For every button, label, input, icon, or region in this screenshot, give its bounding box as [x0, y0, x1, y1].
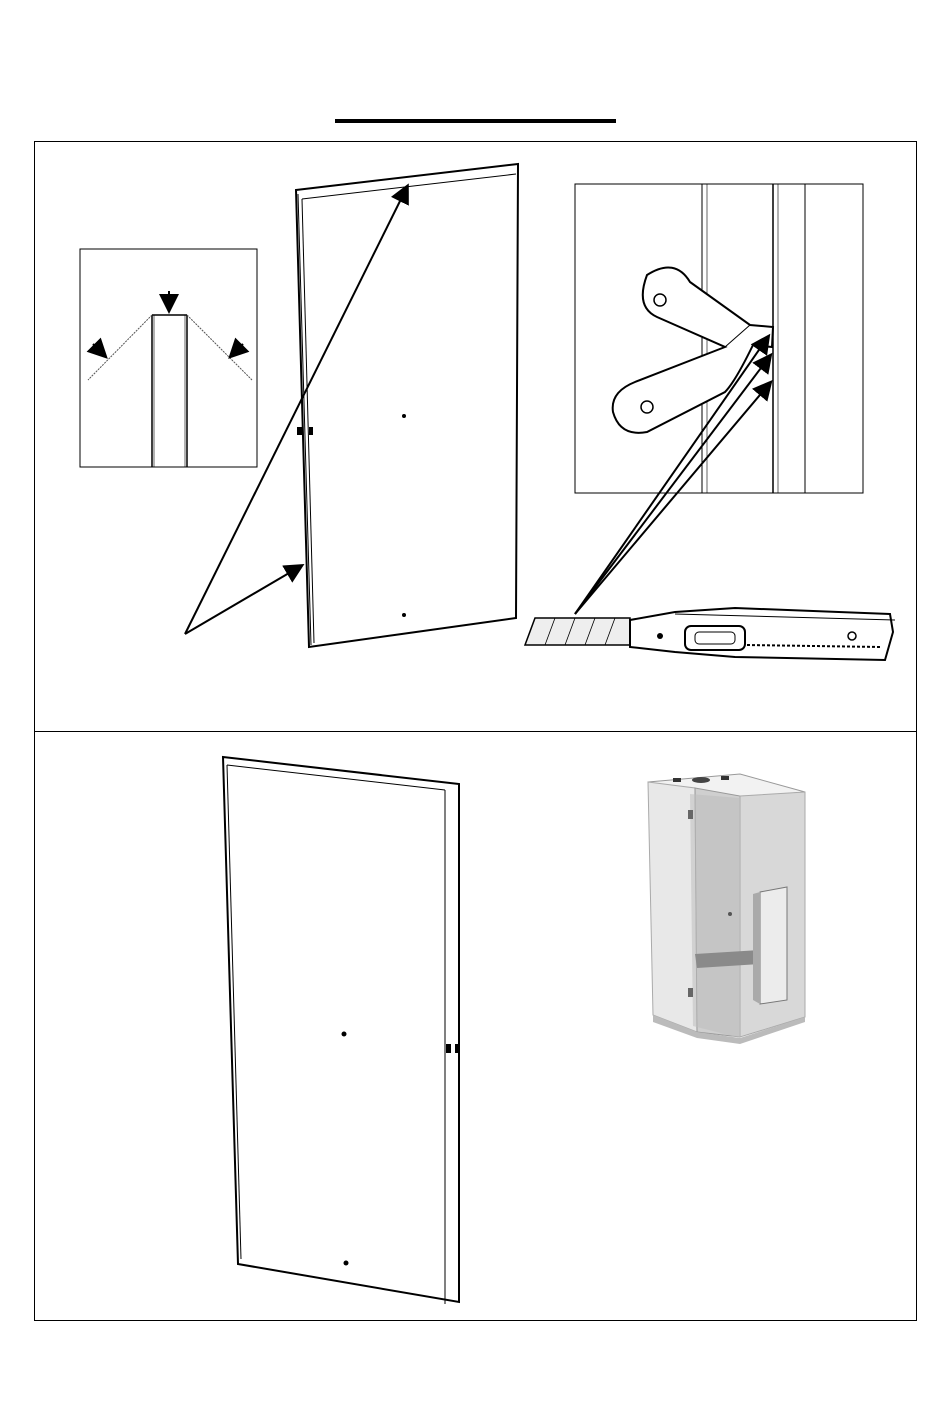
step-panel-remove-film	[34, 141, 917, 732]
title-underline	[335, 119, 616, 123]
sauna-cabin-preview	[648, 774, 805, 1044]
step-1-illustration	[35, 142, 918, 733]
utility-knife-icon	[525, 608, 895, 660]
back-panel-film-removed	[223, 757, 460, 1304]
step-panel-panel-ready	[34, 731, 917, 1321]
step-2-illustration	[35, 732, 918, 1322]
hinge-bracket-detail-inset	[575, 184, 863, 493]
edge-detail-inset	[80, 249, 257, 467]
back-panel-with-film	[296, 164, 518, 647]
